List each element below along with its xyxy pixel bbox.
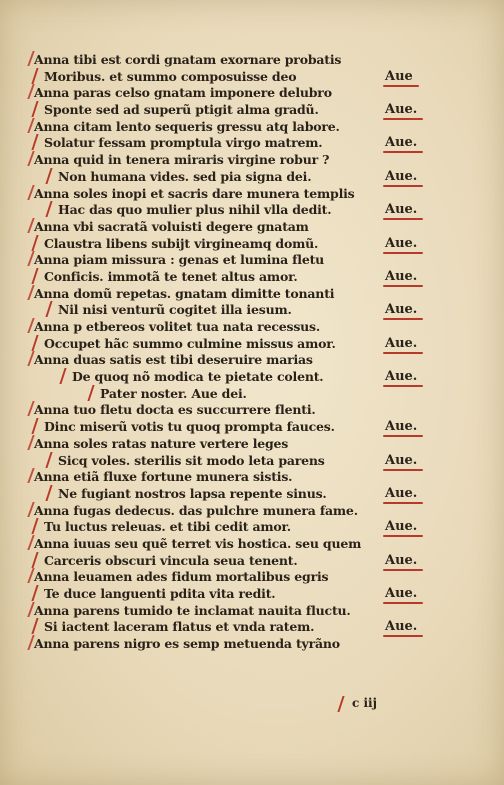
- response-text: Aue.: [385, 552, 418, 568]
- response-text: Aue.: [385, 235, 418, 251]
- line-text: De quoq nõ modica te pietate colent.: [72, 369, 324, 385]
- line-text: Si iactent laceram flatus et vnda ratem.: [44, 619, 315, 635]
- verse-line-anna: [30, 603, 450, 620]
- line-text: Anna iuuas seu quẽ terret vis hostica. seu quem: [34, 535, 362, 551]
- verse-line-anna: [30, 402, 450, 419]
- signature-text: c iij: [352, 696, 377, 710]
- response-text: Aue.: [385, 202, 418, 218]
- verse-line-anna: [30, 186, 450, 203]
- line-text: Moribus. et summo composuisse deo: [44, 68, 297, 84]
- response-aue: [385, 169, 417, 184]
- response-aue: [385, 486, 417, 501]
- verse-line-anna: [30, 319, 450, 336]
- verse-line-response: [30, 586, 450, 603]
- verse-line-anna: [30, 352, 450, 369]
- verse-line-response: [30, 453, 450, 470]
- response-aue: [385, 586, 417, 601]
- line-text: Anna domũ repetas. gnatam dimitte tonanti: [34, 285, 335, 301]
- line-text: Hac das quo mulier plus nihil vlla dedit.: [58, 202, 332, 218]
- response-aue: [385, 202, 417, 217]
- response-aue: [385, 336, 417, 351]
- line-text: Anna vbi sacratã voluisti degere gnatam: [34, 218, 309, 234]
- verse-line-anna: [30, 152, 450, 169]
- line-text: Carceris obscuri vincula seua tenent.: [44, 552, 298, 568]
- response-aue: [385, 236, 417, 251]
- signature-mark: [352, 696, 377, 710]
- line-text: Sicq voles. sterilis sit modo leta parens: [58, 452, 325, 468]
- line-text: Non humana vides. sed pia signa dei.: [58, 168, 312, 184]
- line-text: Sponte sed ad superũ ptigit alma gradũ.: [44, 102, 319, 118]
- verse-line-response: [30, 519, 450, 536]
- verse-line-anna: [30, 569, 450, 586]
- response-text: Aue: [385, 68, 413, 84]
- line-text: Solatur fessam promptula virgo matrem.: [44, 135, 323, 151]
- response-text: Aue.: [385, 102, 418, 118]
- verse-line-response: [30, 419, 450, 436]
- verse-line-response: [30, 135, 450, 152]
- response-text: Aue.: [385, 619, 418, 635]
- verse-line-anna: [30, 503, 450, 520]
- response-text: Aue.: [385, 452, 418, 468]
- line-text: Dinc miserũ votis tu quoq prompta fauces.: [44, 419, 335, 435]
- response-aue: [385, 135, 417, 150]
- verse-line-response: [30, 236, 450, 253]
- verse-line-anna: [30, 286, 450, 303]
- response-aue: [385, 419, 417, 434]
- verse-line-response: [30, 269, 450, 286]
- response-aue: [385, 619, 417, 634]
- verse-line-response: [30, 553, 450, 570]
- response-text: Aue.: [385, 369, 418, 385]
- line-text: Anna citam lento sequeris gressu atq labore.: [34, 118, 340, 134]
- verse-line-anna: [30, 469, 450, 486]
- line-text: Anna quid in tenera miraris virgine robur ?: [34, 152, 330, 168]
- line-text: Occupet hãc summo culmine missus amor.: [44, 335, 336, 351]
- line-text: Te duce languenti pdita vita redit.: [44, 586, 276, 601]
- text-block: [30, 52, 450, 653]
- line-text: Ne fugiant nostros lapsa repente sinus.: [58, 485, 327, 501]
- line-text: Anna piam missura : genas et lumina fletu: [34, 252, 325, 268]
- verse-line-response: [30, 202, 450, 219]
- verse-line-response: [30, 69, 450, 86]
- verse-line-anna: [30, 536, 450, 553]
- response-aue: [385, 519, 417, 534]
- line-text: Conficis. immotã te tenet altus amor.: [44, 268, 298, 284]
- verse-line-response: [30, 336, 450, 353]
- line-text: Anna etiã fluxe fortune munera sistis.: [34, 469, 293, 485]
- response-text: Aue.: [385, 519, 418, 535]
- line-text: Anna parens tumido te inclamat nauita fluctu.: [34, 602, 351, 618]
- line-text: Tu luctus releuas. et tibi cedit amor.: [44, 519, 291, 535]
- line-text: Pater noster. Aue dei.: [100, 385, 247, 401]
- verse-line-anna: [30, 636, 450, 653]
- verse-line-anna: [30, 85, 450, 102]
- line-text: Anna duas satis est tibi deseruire marias: [34, 352, 313, 368]
- response-text: Aue.: [385, 268, 418, 284]
- response-text: Aue.: [385, 586, 418, 601]
- verse-line-anna: [30, 219, 450, 236]
- response-text: Aue.: [385, 302, 418, 318]
- verse-line-response: [30, 369, 450, 386]
- response-text: Aue.: [385, 335, 418, 351]
- response-text: Aue.: [385, 485, 418, 501]
- line-text: Anna soles inopi et sacris dare munera templis: [34, 185, 355, 201]
- verse-line-response: [30, 486, 450, 503]
- line-text: Anna tuo fletu docta es succurrere flenti.: [34, 402, 316, 418]
- verse-line-anna: [30, 252, 450, 269]
- verse-line-anna: [30, 119, 450, 136]
- verse-line-response: [30, 619, 450, 636]
- verse-line-anna: [30, 52, 450, 69]
- response-aue: [385, 302, 417, 317]
- response-aue: [385, 553, 417, 568]
- line-text: Anna p etbereos volitet tua nata recessus.: [34, 319, 321, 334]
- response-text: Aue.: [385, 419, 418, 435]
- line-text: Anna soles ratas nature vertere leges: [34, 435, 289, 451]
- verse-line-response: [30, 302, 450, 319]
- response-text: Aue.: [385, 135, 418, 151]
- verse-line-response: [30, 102, 450, 119]
- response-aue: [385, 269, 417, 284]
- verse-line-response: [30, 386, 450, 403]
- response-aue: [385, 69, 413, 84]
- line-text: Anna tibi est cordi gnatam exornare probatis: [34, 52, 342, 67]
- line-text: Claustra libens subijt virgineamq domũ.: [44, 235, 319, 251]
- line-text: Nil nisi venturũ cogitet illa iesum.: [58, 302, 292, 318]
- response-text: Aue.: [385, 168, 418, 184]
- verse-line-response: [30, 169, 450, 186]
- line-text: Anna paras celso gnatam imponere delubro: [34, 85, 332, 101]
- response-aue: [385, 102, 417, 117]
- line-text: Anna parens nigro es semp metuenda tyrãno: [34, 636, 340, 652]
- line-text: Anna fugas dedecus. das pulchre munera fame.: [34, 502, 358, 518]
- response-aue: [385, 369, 417, 384]
- verse-line-anna: [30, 436, 450, 453]
- response-aue: [385, 453, 417, 468]
- line-text: Anna leuamen ades fidum mortalibus egris: [34, 569, 329, 585]
